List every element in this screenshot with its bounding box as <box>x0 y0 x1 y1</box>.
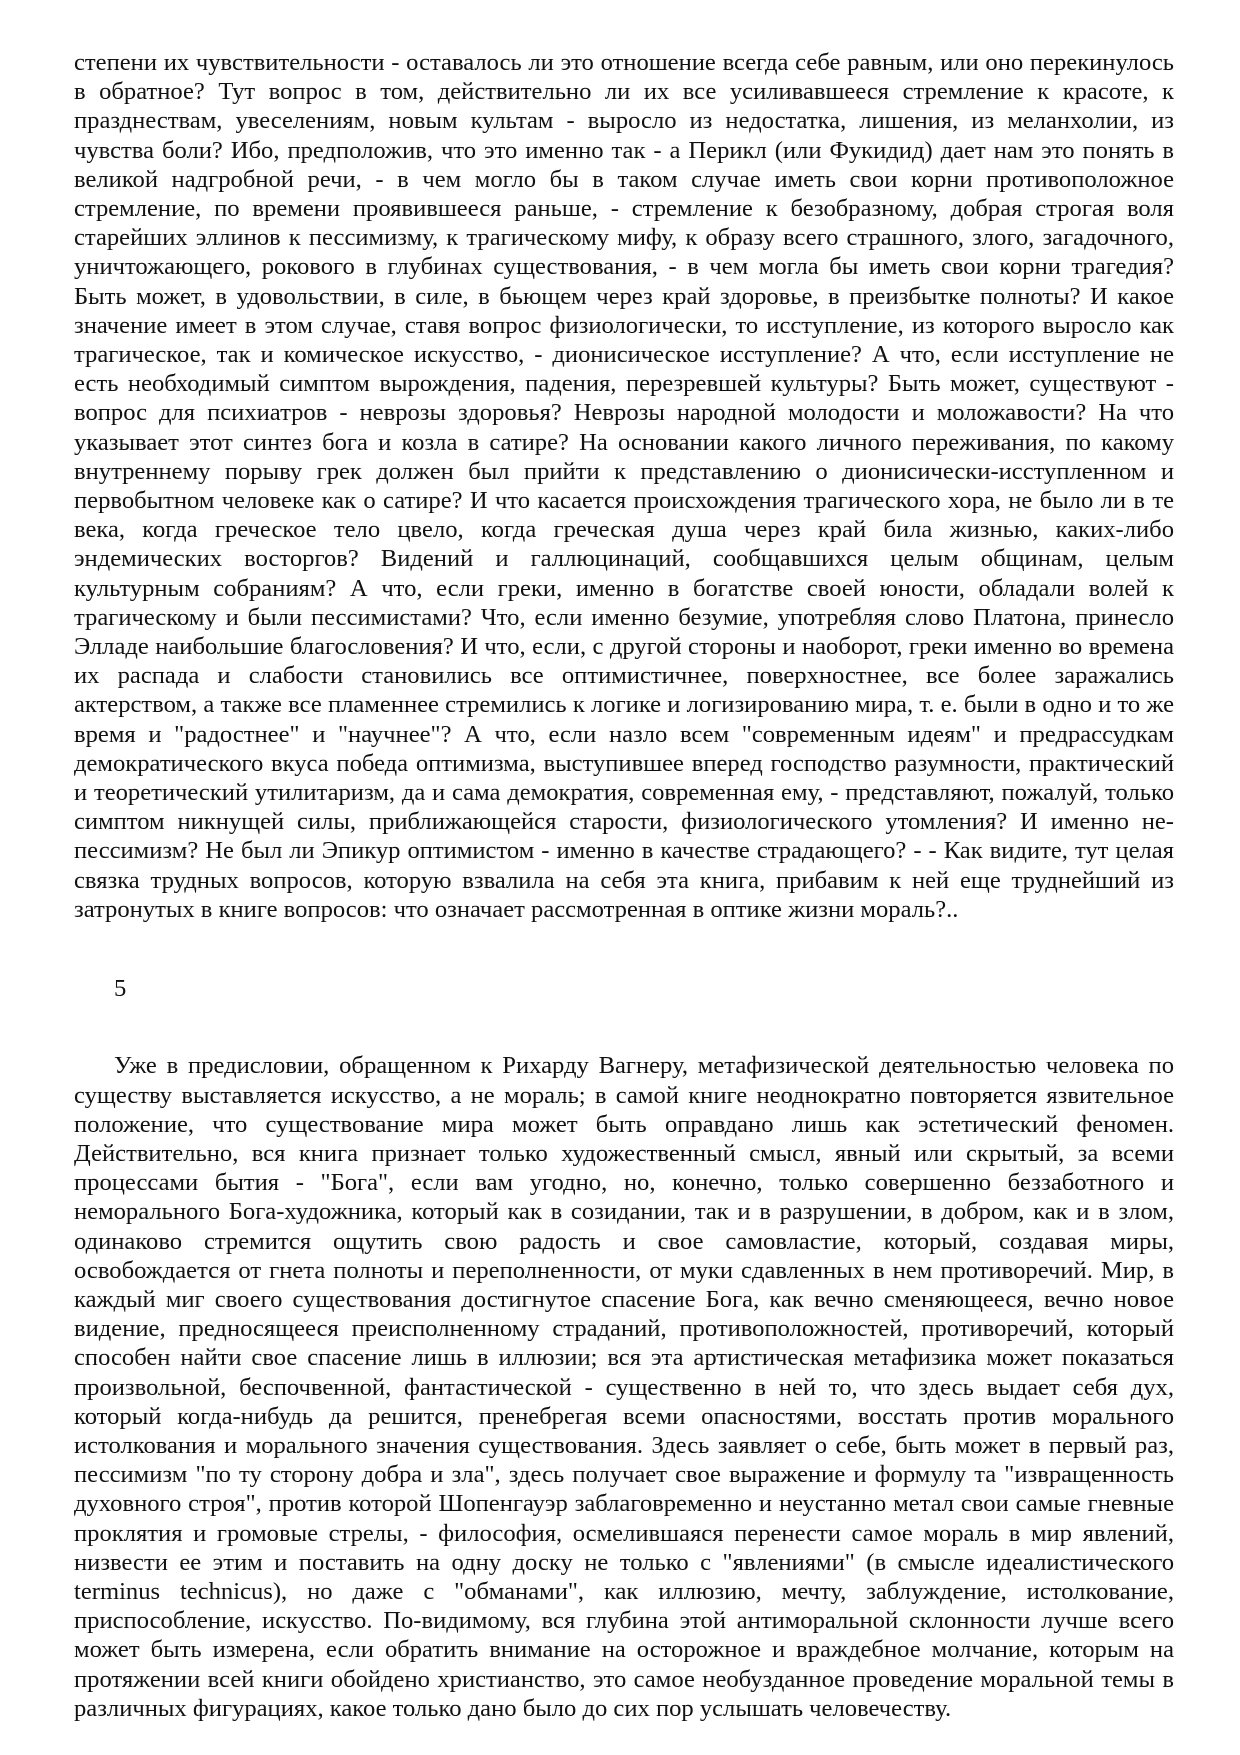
section-paragraph: Уже в предисловии, обращенном к Рихарду Вагнеру, метафизической деятельностью человека по существу выставляется искусство, а не мораль; в самой книге неоднократно повторяется язвительное положение, что существование мира может быть оправдано лишь как эстетический феномен. Действительно, вся книга признает только художественный смысл, явный или скрытый, за всеми процессами бытия - "Бога", если вам угодно, но, конечно, только совершенно беззаботного и неморального Бога-художника, который как в созидании, так и в разрушении, в добром, как и в злом, одинаково стремится ощутить свою радость и свое самовластие, который, создавая миры, освобождается от гнета полноты и переполненности, от муки сдавленных в нем противоречий. Мир, в каждый миг своего существования достигнутое спасение Бога, как вечно сменяющееся, вечно новое видение, предносящееся преисполненному страданий, противоположностей, противоречий, который способен найти свое спасение лишь в иллюзии; вся эта артистическая метафизика может показаться произвольной, беспочвенной, фантастической - существенно в ней то, что здесь выдает себя дух, который когда-нибудь да решится, пренебрегая всеми опасностями, восстать против морального истолкования и морального значения существования. Здесь заявляет о себе, быть может в первый раз, пессимизм "по ту сторону добра и зла", здесь получает свое выражение и формулу та "извращенность духовного строя", против которой Шопенгауэр заблаговременно и неустанно метал свои самые гневные проклятия и громовые стрелы, - философия, осмелившаяся перенести самое мораль в мир явлений, низвести ее этим и поставить на одну доску не только с "явлениями" (в смысле идеалистического terminus technicus), но даже с "обманами", как иллюзию, мечту, заблуждение, истолкование, приспособление, искусство. По-видимому, вся глубина этой антиморальной склонности лучше всего может быть измерена, если обратить внимание на осторожное и враждебное молчание, которым на протяжении всей книги обойдено христианство, это самое необузданное проведение моральной темы в различных фигурациях, какое только дано было до сих пор услышать человечеству. <box>74 1052 1174 1722</box>
document-page <box>74 48 1174 1723</box>
section-number: 5 <box>114 975 127 1003</box>
paragraph-continued: степени их чувствительности - оставалось ли это отношение всегда себе равным, или оно перекинулось в обратное? Тут вопрос в том, действительно ли их все усиливавшееся стремление к красоте, к празднествам, увеселениям, новым культам - выросло из недостатка, лишения, из меланхолии, из чувства боли? Ибо, предположив, что это именно так - а Перикл (или Фукидид) дает нам это понять в великой надгробной речи, - в чем могло бы в таком случае иметь свои корни противоположное стремление, по времени проявившееся раньше, - стремление к безобразному, добрая строгая воля старейших эллинов к пессимизму, к трагическому мифу, к образу всего страшного, злого, загадочного, уничтожающего, рокового в глубинах существования, - в чем могла бы иметь свои корни трагедия? Быть может, в удовольствии, в силе, в бьющем через край здоровье, в преизбытке полноты? И какое значение имеет в этом случае, ставя вопрос физиологически, то исступление, из которого выросло как трагическое, так и комическое искусство, - дионисическое исступление? А что, если исступление не есть необходимый симптом вырождения, падения, перезревшей культуры? Быть может, существуют - вопрос для психиатров - неврозы здоровья? Неврозы народной молодости и моложавости? На что указывает этот синтез бога и козла в сатире? На основании какого личного переживания, по какому внутреннему порыву грек должен был прийти к представлению о дионисически-исступленном и первобытном человеке как о сатире? И что касается происхождения трагического хора, не было ли в те века, когда греческое тело цвело, когда греческая душа через край била жизнью, каких-либо эндемических восторгов? Видений и галлюцинаций, сообщавшихся целым общинам, целым культурным собраниям? А что, если греки, именно в богатстве своей юности, обладали волей к трагическому и были пессимистами? Что, если именно безумие, употребляя слово Платона, принесло Элладе наибольшие благословения? И что, если, с другой стороны и наоборот, греки именно во времена их распада и слабости становились все оптимистичнее, поверхностнее, все более заражались актерством, а также все пламеннее стремились к логике и логизированию мира, т. е. были в одно и то же время и "радостнее" и "научнее"? А что, если назло всем "современным идеям" и предрассудкам демократического вкуса победа оптимизма, выступившее вперед господство разумности, практический и теоретический утилитаризм, да и сама демократия, современная ему, - представляют, пожалуй, только симптом никнущей силы, приближающейся старости, физиологического утомления? И именно не-пессимизм? Не был ли Эпикур оптимистом - именно в качестве страдающего? - - Как видите, тут целая связка трудных вопросов, которую взвалила на себя эта книга, прибавим к ней еще труднейший из затронутых в книге вопросов: что означает рассмотренная в оптике жизни мораль?.. <box>74 49 1174 923</box>
